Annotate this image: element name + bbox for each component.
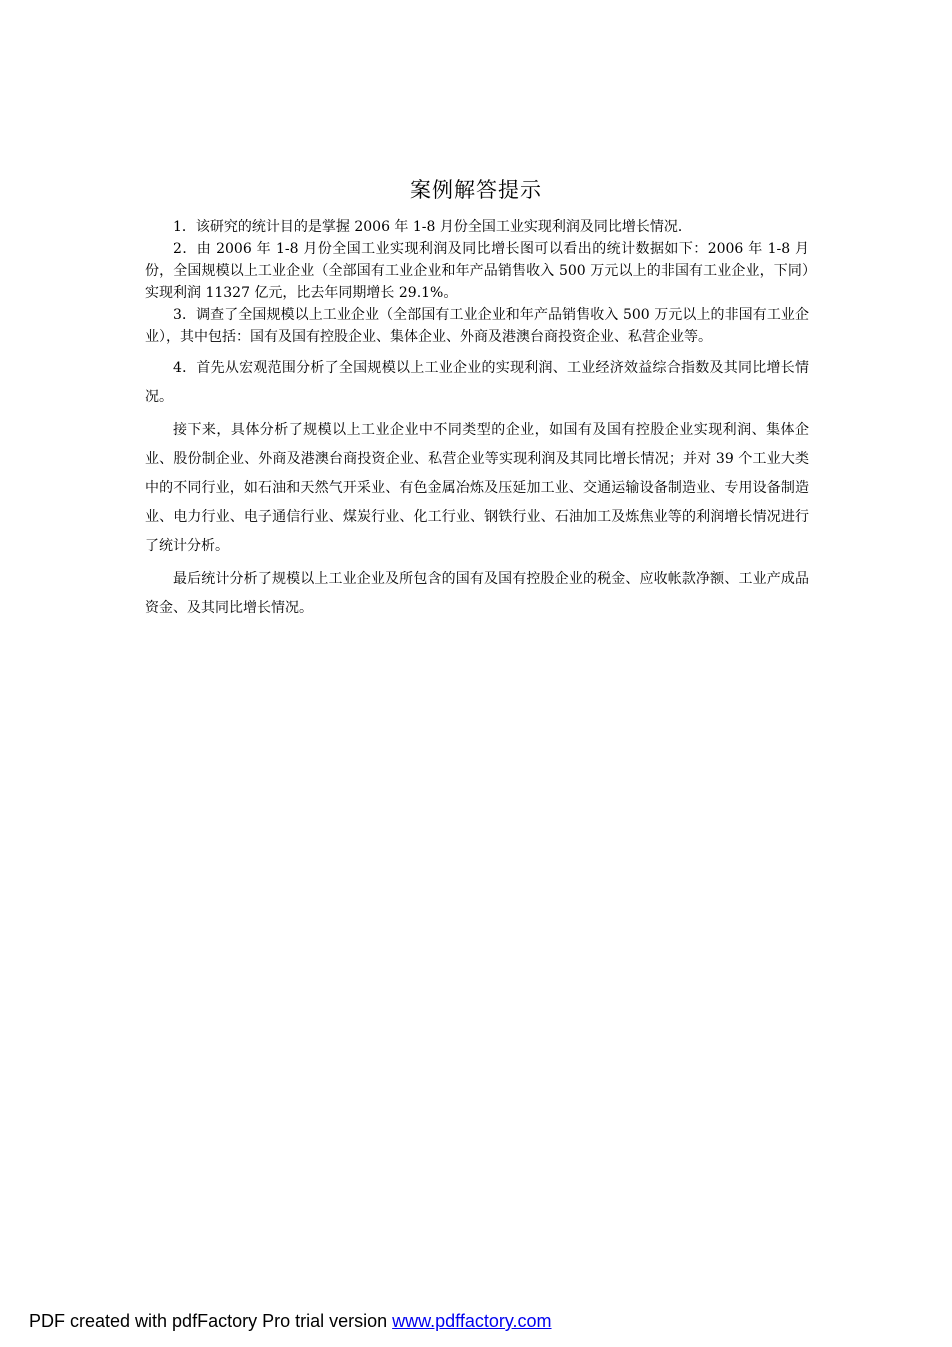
paragraph-4: 4．首先从宏观范围分析了全国规模以上工业企业的实现利润、工业经济效益综合指数及其同比增长情况。 — [145, 360, 809, 405]
paragraph-5: 接下来，具体分析了规模以上工业企业中不同类型的企业，如国有及国有控股企业实现利润、集体企业、股份制企业、外商及港澳台商投资企业、私营企业等实现利润及其同比增长情况；并对 39 个工业大类中的不同行业，如石油和天然气开采业、有色金属冶炼及压延加工业、交通运输设备制造业、专用设备制造业、电力行业、电子通信行业、煤炭行业、化工行业、钢铁行业、石油加工及炼焦业等的利润增长情况进行了统计分析。 — [145, 422, 809, 554]
document-body — [145, 216, 809, 623]
pdf-footer — [29, 1310, 552, 1332]
paragraph-1: 1．该研究的统计目的是掌握 2006 年 1-8 月份全国工业实现利润及同比增长情况． — [173, 219, 692, 235]
footer-text: PDF created with pdfFactory Pro trial version — [29, 1311, 393, 1331]
footer-link[interactable]: www.pdffactory.com — [392, 1311, 552, 1331]
paragraph-3: 3．调查了全国规模以上工业企业（全部国有工业企业和年产品销售收入 500 万元以上的非国有工业企业），其中包括：国有及国有控股企业、集体企业、外商及港澳台商投资企业、私营企业等。 — [145, 307, 809, 345]
paragraph-6: 最后统计分析了规模以上工业企业及所包含的国有及国有控股企业的税金、应收帐款净额、工业产成品资金、及其同比增长情况。 — [145, 571, 809, 616]
paragraph-2: 2．由 2006 年 1-8 月份全国工业实现利润及同比增长图可以看出的统计数据如下：2006 年 1-8 月份，全国规模以上工业企业（全部国有工业企业和年产品销售收入 500 万元以上的非国有工业企业，下同）实现利润 11327 亿元，比去年同期增长 29.1%。 — [145, 241, 809, 301]
document-title: 案例解答提示 — [410, 178, 542, 202]
